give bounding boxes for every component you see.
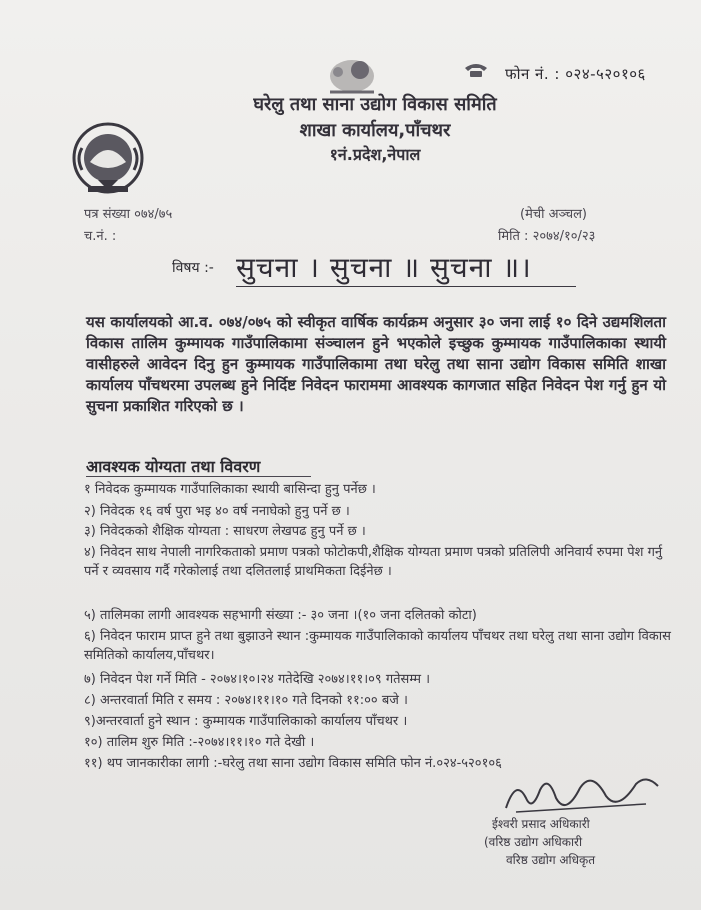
list-item: ५) तालिमका लागी आवश्यक सहभागी संख्या :- ३० जना ।(१० जना दलितको कोटा) — [84, 608, 477, 623]
signatory-name: ईश्वरी प्रसाद अधिकारी — [492, 817, 590, 831]
subject-label: विषय :- — [172, 260, 214, 276]
list-item: ८) अन्तरवार्ता मिति र समय : २०७४।११।१० गते दिनको ११:०० बजे । — [84, 693, 408, 708]
signatory-role: (वरिष्ठ उद्योग अधिकारी — [484, 835, 583, 849]
org-name: घरेलु तथा साना उद्योग विकास समिति — [253, 94, 497, 115]
list-item: ७) निवेदन पेश गर्ने मिति - २०७४।१०।२४ गतेदेखि २०७४।११।०९ गतेसम्म । — [84, 672, 431, 687]
crest-icon — [320, 52, 384, 96]
zone: (मेची अञ्चल) — [520, 207, 588, 222]
province: १नं.प्रदेश,नेपाल — [329, 145, 421, 164]
list-item: १ निवेदक कुम्मायक गाउँपालिकाका स्थायी बासिन्दा हुनु पर्नेछ । — [84, 482, 376, 497]
office-name: शाखा कार्यालय,पाँचथर — [299, 120, 451, 141]
dispatch-number: च.नं. : — [84, 229, 117, 244]
list-item: ४) निवेदन साथ नेपाली नागरिकताको प्रमाण पत्रको फोटोकपी,शैक्षिक योग्यता प्रमाण पत्रको प्रतिलिपी अनिवार्य रुपमा पेश गर्नु पर्ने र व्यवसाय गर्दै गरेकोलाई तथा दलितलाई प्राथमिकता दिईनेछ । — [84, 545, 663, 579]
list-item: ११) थप जानकारीका लागी :-घरेलु तथा साना उद्योग विकास समिति फोन नं.०२४-५२०१०६ — [84, 756, 502, 771]
subject-underline — [236, 286, 576, 287]
telephone-icon — [463, 62, 489, 78]
signature-scribble — [496, 768, 666, 818]
letter-date: मिति : २०७४/१०/२३ — [498, 229, 596, 244]
phone-number: फोन नं. : ०२४-५२०१०६ — [505, 65, 646, 83]
signatory-designation: वरिष्ठ उद्योग अधिकृत — [506, 853, 596, 867]
list-item: ६) निवेदन फाराम प्राप्त हुने तथा बुझाउने स्थान :कुम्मायक गाउँपालिकाको कार्यालय पाँचथर तथा घरेलु तथा साना उद्योग विकास समितिको कार्यालय,पाँचथर। — [84, 629, 671, 663]
notice-paragraph: यस कार्यालयको आ.व. ०७४/०७५ को स्वीकृत वार्षिक कार्यक्रम अनुसार ३० जना लाई १० दिने उद्यमशिलता विकास तालिम कुम्मायक गाउँपालिकामा संञ्चालन हुने भएकोले इच्छुक कुम्मायक गाउँपालिकाका स्थायी वासीहरुले आवेदन दिनु हुन कुम्मायक गाउँपालिकामा तथा घरेलु तथा साना उद्योग विकास समिति शाखा कार्यालय पाँचथरमा उपलब्ध हुने निर्दिष्ट निवेदन फाराममा आवश्यक कागजात सहित निवेदन पेश गर्नु हुन यो सुचना प्रकाशित गरिएको छ । — [86, 313, 666, 415]
requirements-heading: आवश्यक योग्यता तथा विवरण — [86, 457, 261, 476]
subject-title: सुचना । सुचना ॥ सुचना ॥। — [236, 251, 532, 284]
list-item: ३) निवेदकको शैक्षिक योग्यता : साधरण लेखपढ हुनु पर्ने छ । — [84, 524, 366, 539]
list-item: १०) तालिम शुरु मिति :-२०७४।११।१० गते देखी । — [84, 735, 315, 750]
list-item: ९)अन्तरवार्ता हुने स्थान : कुम्मायक गाउँपालिकाको कार्यालय पाँचथर । — [84, 714, 408, 729]
heading-underline — [86, 476, 311, 477]
nepal-emblem-icon — [68, 118, 148, 198]
letter-number: पत्र संख्या ०७४/७५ — [84, 207, 173, 222]
list-item: २) निवेदक १६ वर्ष पुरा भइ ४० वर्ष ननाघेको हुनु पर्ने छ । — [84, 504, 350, 519]
